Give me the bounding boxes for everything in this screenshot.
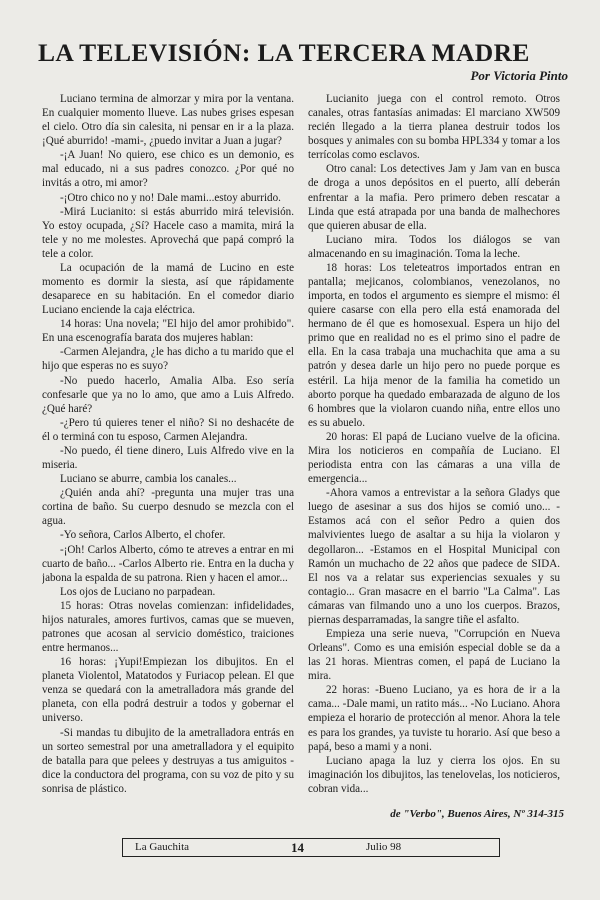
article-paragraph: -Yo señora, Carlos Alberto, el chofer. (60, 529, 226, 542)
article-paragraph: 22 horas: -Bueno Luciano, ya es hora de ir a la cama... -Dale mami, un ratito más... -No Luciano. Ahora empieza el horario de protección al menor. Ahora la tele es para los grandes, ya tuviste tu horario. Así que beso a papá, beso a mami y a noni. (308, 684, 560, 753)
article-paragraph: Lucianito juega con el control remoto. Otros canales, otras fantasías animadas: El marciano XW509 recién llegado a la tierra planea destruir todos los bosques y animales con su bomba HPL334 y tomar a los terrícolas como esclavos. (308, 93, 560, 162)
article-paragraph: Luciano mira. Todos los diálogos se van almacenando en su imaginación. Toma la leche. (308, 233, 560, 260)
article-paragraph: Luciano se aburre, cambia los canales... (60, 473, 237, 486)
article-paragraph: ¿Quién anda ahí? -pregunta una mujer tras una cortina de baño. Su cuerpo desnudo se mezcla con el agua. (42, 487, 294, 528)
article-paragraph: 20 horas: El papá de Luciano vuelve de la oficina. Mira los noticieros en compañía de Luciano. El periodista entra con las cámaras a una villa de emergencia... (308, 430, 560, 486)
article-paragraph: Los ojos de Luciano no parpadean. (60, 585, 216, 598)
article-paragraph: Luciano termina de almorzar y mira por la ventana. En cualquier momento llueve. Las nubes grises espesan el cielo. Otro día sin calesita, ni pensar en ir a la plaza. ¡Qué aburrido! -mami-, ¿puedo invitar a Juan a jugar? (42, 93, 294, 148)
article-paragraph: La ocupación de la mamá de Lucino en este momento es dormir la siesta, así que rápidamente desaparece en su habitación. En el comedor diario Luciano enciende la caja eléctrica. (42, 261, 294, 317)
footer-publication: La Gauchita (135, 841, 190, 853)
article-paragraph: -Carmen Alejandra, ¿le has dicho a tu marido que el hijo que esperas no es suyo? (42, 346, 294, 373)
article-paragraph: 14 horas: Una novela; "El hijo del amor prohibido". En una escenografía barata dos mujeres hablan: (42, 318, 294, 345)
article-paragraph: -¡Oh! Carlos Alberto, cómo te atreves a entrar en mi cuarto de baño... -Carlos Alberto rie. Entra en la ducha y jabona la espalda de su patrona. Rien y hacen el amor... (42, 543, 294, 584)
article-paragraph: -Mirá Lucianito: si estás aburrido mirá televisión. Yo estoy ocupada, ¿Sí? Hacele caso a mamita, mirá la tele y no me molestes. Aprovechá que papá compró la tele a color. (42, 205, 294, 260)
article-paragraph: -Ahora vamos a entrevistar a la señora Gladys que luego de asesinar a sus dos hijos se comió uno... -Estamos acá con el señor Pedro a quien dos malvivientes luego de asaltar a su hija la violaron y degollaron... -Estamos en el Hospital Municipal con Ramón un muchacho de 22 años que padece de SIDA. El nos va a relatar sus experiencias sexuales y su contagio... Gran masacre en el barrio "La Calma". Las cámaras van filmando uno a uno los cuerpos. Brazos, piernas desparramadas, la sangre tiñe el asfalto. (308, 487, 560, 626)
footer-page-number: 14 (291, 840, 304, 855)
article-paragraph: Luciano apaga la luz y cierra los ojos. En su imaginación los dibujitos, las tenelovelas, los noticieros, cobran vida... (308, 754, 560, 795)
article-paragraph: 18 horas: Los teleteatros importados entran en pantalla; mejicanos, colombianos, venezolanos, no importa, en todos el argumento es siempre el mismo: él quiere casarse con ella pero ella está enamorada del hermano de él que es homosexual. Espera un hijo del primo que en realidad no es el primo sino el padre de ella. En la casa trabaja una muchachita que ama a su patrón y desea darle un hijo pero no puede porque es estéril. La hija menor de la familia ha cometido un aborto porque ha quedado embarazada de alguno de los 6 hombres que la violaron cuando niña, entre ellos uno es su abuelo. (308, 261, 560, 429)
footer-date: Julio 98 (366, 841, 402, 853)
article-byline: Por Victoria Pinto (470, 68, 568, 83)
article-body (42, 92, 560, 797)
article-paragraph: -Si mandas tu dibujito de la ametralladora entrás en un sorteo semestral por una ametralladora y el equipito de batalla para que pelees y destruyas a tus amiguitos -dice la conductora del programa, con su voz de pito y su sonrisa de plástico. (42, 726, 294, 795)
article-paragraph: 16 horas: ¡Yupi!Empiezan los dibujitos. En el planeta Violentol, Matatodos y Furiacop pelean. El que venza se quedará con la ametralladora más grande del planeta, con ella podrá destruir a todos y gobernar el universo. (42, 656, 294, 725)
article-paragraph: -¡A Juan! No quiero, ese chico es un demonio, es mal educado, ni a sus padres conozco. ¿Por qué no invitás a otro, mi amor? (42, 149, 294, 190)
article-paragraph: -No puedo hacerlo, Amalia Alba. Eso sería confesarle que ya no lo amo, que amo a Luis Alfredo. ¿Qué haré? (42, 374, 294, 415)
article-source: de "Verbo", Buenos Aires, Nº 314-315 (390, 808, 564, 820)
article-title: LA TELEVISIÓN: LA TERCERA MADRE (38, 38, 530, 67)
page-footer (122, 838, 500, 857)
article-paragraph: -No puedo, él tiene dinero, Luis Alfredo vive en la miseria. (42, 444, 294, 472)
article-paragraph: Otro canal: Los detectives Jam y Jam van en busca de droga a unos depósitos en el puerto, allí deberán enfrentar a la mafia. Pero primero deben rescatar a Linda que está atrapada por una banda de malhechores que quieren abusar de ella. (308, 163, 560, 232)
article-paragraph: 15 horas: Otras novelas comienzan: infidelidades, hijos naturales, amores furtivos, camas que se mueven, patrones que acosan al servicio doméstico, traiciones entre hermanos... (42, 599, 294, 655)
article-paragraph: Empieza una serie nueva, "Corrupción en Nueva Orleans". Como es una emisión especial doble se da a las 21 horas. Mientras comen, el papá de Luciano la mira. (308, 627, 560, 683)
article-paragraph: -¿Pero tú quieres tener el niño? Si no deshacéte de él o terminá con tu esposo, Carmen Alejandra. (42, 416, 294, 443)
article-paragraph: -¡Otro chico no y no! Dale mami...estoy aburrido. (60, 191, 281, 204)
